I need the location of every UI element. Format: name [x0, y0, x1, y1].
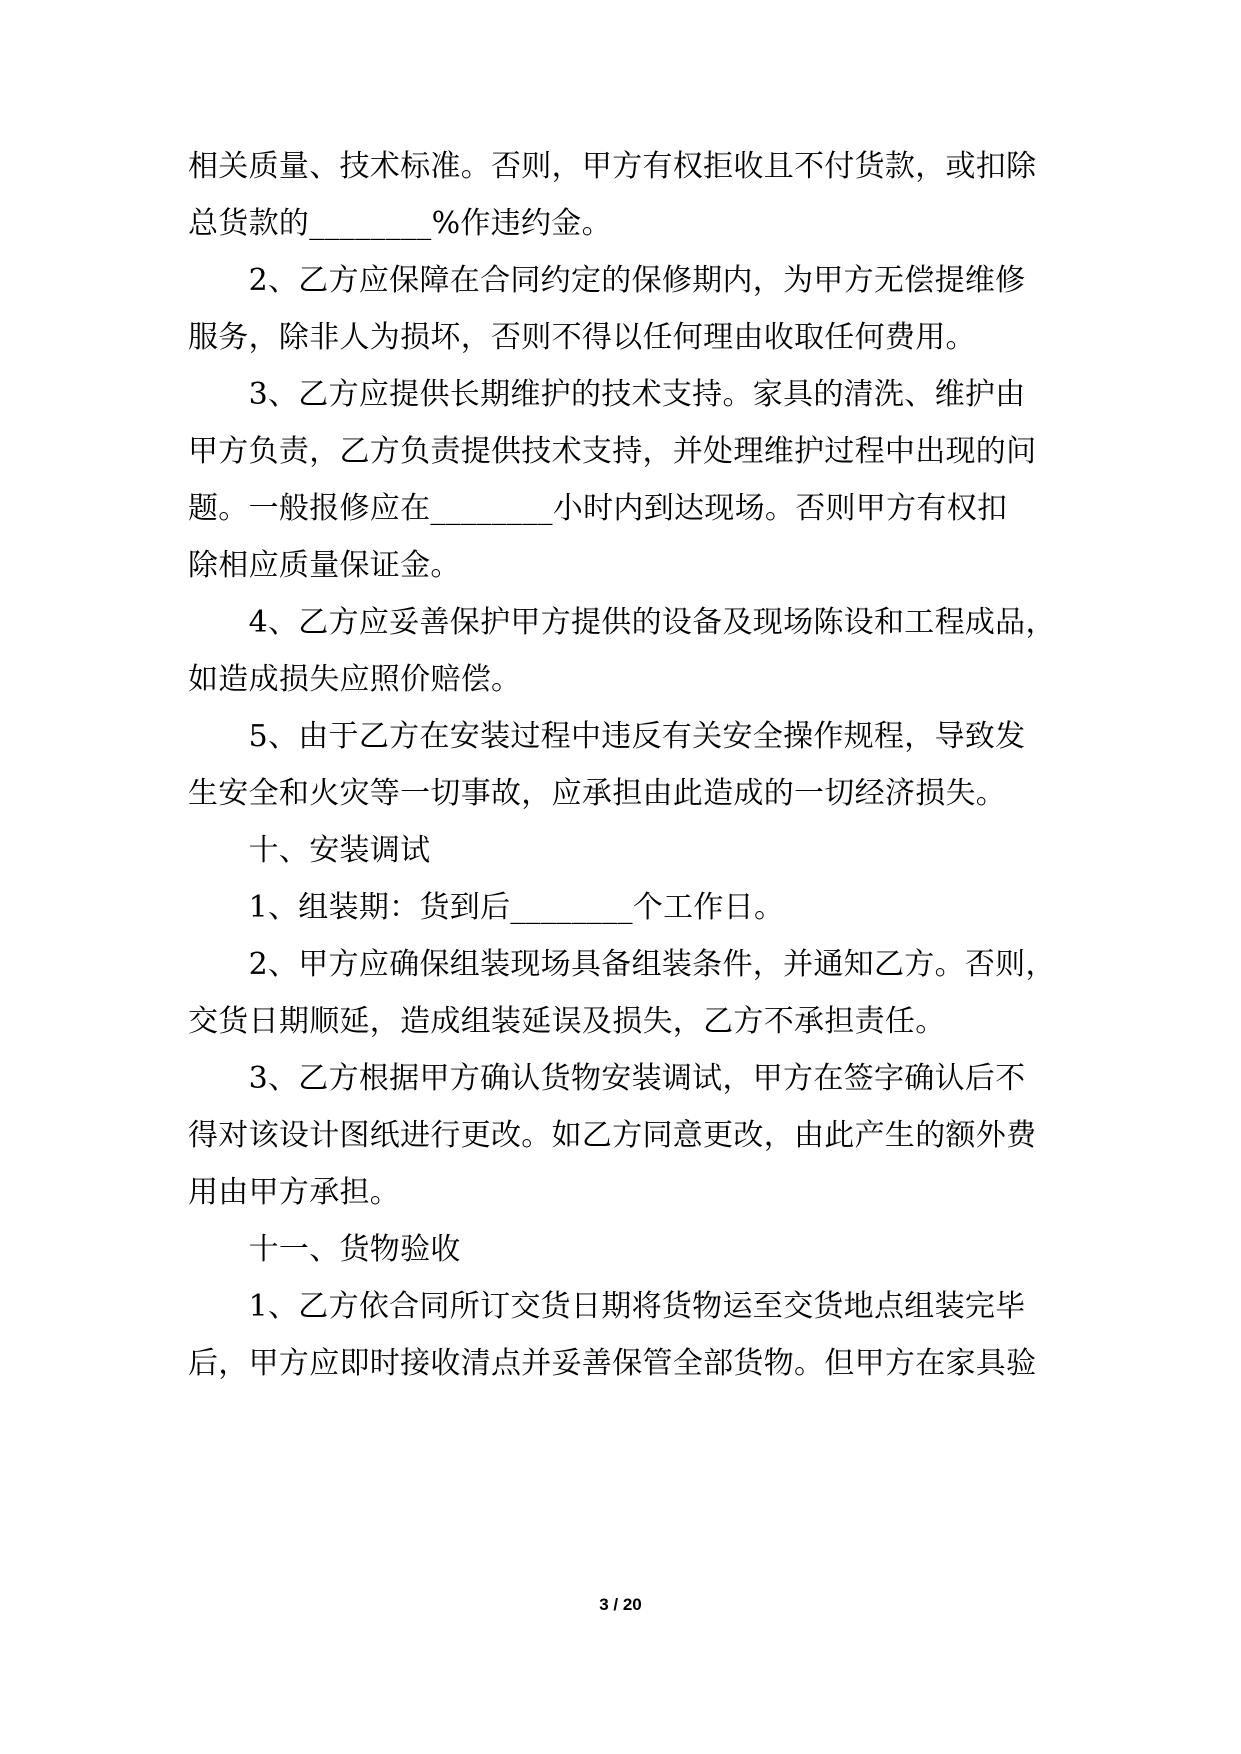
page-number: 3 / 20: [599, 1595, 642, 1614]
text-line: 用由甲方承担。: [188, 1175, 401, 1210]
text-line: 如造成损失应照价赔偿。: [188, 662, 522, 697]
text-line: 1、乙方依合同所订交货日期将货物运至交货地点组装完毕: [188, 1289, 1026, 1324]
text-line: 服务，除非人为损坏，否则不得以任何理由收取任何费用。: [188, 320, 976, 355]
text-line: 总货款的________%作违约金。: [188, 206, 612, 241]
text-line: 交货日期顺延，造成组装延误及损失，乙方不承担责任。: [188, 1004, 946, 1039]
text-line: 相关质量、技术标准。否则，甲方有权拒收且不付货款，或扣除: [188, 149, 1037, 184]
text-line: 1、组装期：货到后________个工作日。: [188, 890, 785, 925]
text-line: 5、由于乙方在安装过程中违反有关安全操作规程，导致发: [188, 719, 1026, 754]
text-line: 得对该设计图纸进行更改。如乙方同意更改，由此产生的额外费: [188, 1118, 1037, 1153]
text-line: 后，甲方应即时接收清点并妥善保管全部货物。但甲方在家具验: [188, 1346, 1037, 1381]
text-line: 题。一般报修应在________小时内到达现场。否则甲方有权扣: [188, 491, 1008, 526]
text-line: 4、乙方应妥善保护甲方提供的设备及现场陈设和工程成品，: [188, 605, 1056, 640]
section-heading: 十、安装调试: [188, 833, 431, 868]
text-line: 3、乙方根据甲方确认货物安装调试，甲方在签字确认后不: [188, 1061, 1026, 1096]
text-line: 2、乙方应保障在合同约定的保修期内，为甲方无偿提维修: [188, 263, 1026, 298]
text-line: 除相应质量保证金。: [188, 548, 461, 583]
text-line: 甲方负责，乙方负责提供技术支持，并处理维护过程中出现的问: [188, 434, 1037, 469]
section-heading: 十一、货物验收: [188, 1232, 461, 1267]
text-line: 2、甲方应确保组装现场具备组装条件，并通知乙方。否则，: [188, 947, 1056, 982]
text-line: 3、乙方应提供长期维护的技术支持。家具的清洗、维护由: [188, 377, 1026, 412]
text-line: 生安全和火灾等一切事故，应承担由此造成的一切经济损失。: [188, 776, 1007, 811]
